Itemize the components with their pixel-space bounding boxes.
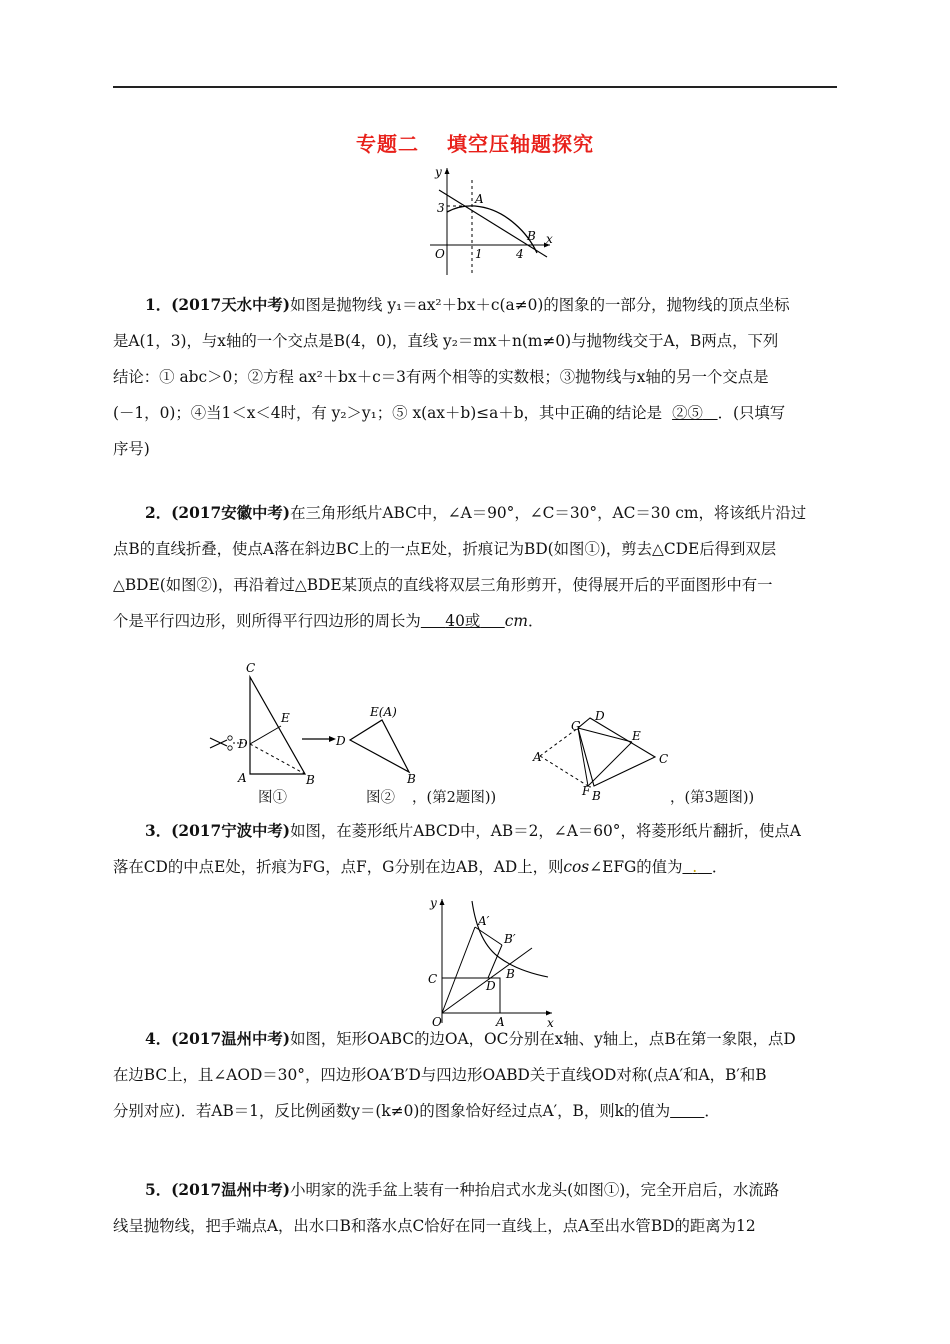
- q1-line-1: 如图是抛物线 y₁＝ax²＋bx＋c(a≠0)的图象的一部分，抛物线的顶点坐标: [290, 296, 790, 314]
- q5-line-2: 线呈抛物线，把手端点A，出水口B和落水点C恰好在同一直线上，点A至出水管BD的距离为12: [113, 1217, 756, 1235]
- question-1: [113, 294, 837, 460]
- q2-line-3: △BDE(如图②)，再沿着过△BDE某顶点的直线将双层三角形剪开，使得展开后的平面图形中有一: [113, 576, 773, 594]
- q3-fig-f: F: [582, 784, 591, 798]
- q1-answer: ②⑤: [672, 404, 703, 422]
- q5-line-1: 小明家的洗手盆上装有一种抬启式水龙头(如图①)，完全开启后，水流路: [290, 1181, 780, 1199]
- q3-line-2: 落在CD的中点E处，折痕为FG，点F，G分别在边AB，AD上，则: [113, 858, 564, 876]
- q1-line-2: 是A(1，3)，与x轴的一个交点是B(4，0)，直线 y₂＝mx＋n(m≠0)与抛物线交于A，B两点，下列: [113, 332, 779, 350]
- q2-fig2-d: D: [336, 734, 346, 748]
- q2-fig2-ea: E(A): [370, 705, 397, 719]
- q4-fig-a: A: [496, 1015, 505, 1028]
- q1-line-4: (－1，0)；④当1＜x＜4时，有 y₂＞y₁；⑤ x(ax＋b)≤a＋b，其中正确的结论是: [113, 404, 663, 422]
- title-main: 专题二: [356, 132, 419, 156]
- q2-end: ．: [527, 612, 544, 630]
- q2-answer: 40或: [445, 612, 481, 630]
- q1-figure: [425, 160, 560, 280]
- q2-number: 2．: [145, 504, 172, 522]
- q3-fig-g: G: [571, 719, 581, 733]
- q2-fig2-b: B: [407, 772, 416, 785]
- q1-fig-4: 4: [516, 247, 524, 261]
- top-rule: [113, 86, 837, 88]
- q1-fig-a: A: [475, 192, 484, 206]
- q3-after: ∠EFG的值为: [589, 858, 683, 876]
- q4-fig-d: D: [486, 979, 496, 993]
- q2-caption-title: ，(第2题图)): [412, 790, 497, 806]
- q2-fig1-a: A: [238, 771, 247, 785]
- q4-line-1: 如图，矩形OABC的边OA，OC分别在x轴、y轴上，点B在第一象限，点D: [290, 1030, 796, 1048]
- q3-caption-title: ，(第3题图)): [670, 790, 755, 806]
- q1-fig-x: x: [546, 232, 553, 246]
- q1-number: 1．: [145, 296, 172, 314]
- q2-line-1: 在三角形纸片ABC中，∠A＝90°，∠C＝30°，AC＝30 cm，将该纸片沿过: [290, 504, 807, 522]
- q5-number: 5．: [145, 1181, 172, 1199]
- question-4: [113, 1028, 837, 1122]
- q5-source: (2017温州中考): [171, 1181, 291, 1199]
- q4-figure: [420, 893, 560, 1028]
- q2-caption-fig2: 图②: [366, 790, 395, 806]
- q3-fig-b: B: [592, 789, 601, 802]
- q2-line-2: 点B的直线折叠，使点A落在斜边BC上的一点E处，折痕记为BD(如图①)，剪去△CDE后得到双层: [113, 540, 777, 558]
- q2-figure-2: [330, 703, 420, 785]
- q4-fig-x: x: [547, 1016, 554, 1028]
- q3-line-1: 如图，在菱形纸片ABCD中，AB＝2，∠A＝60°，将菱形纸片翻折，使点A: [290, 822, 801, 840]
- q3-source: (2017宁波中考): [171, 822, 291, 840]
- q4-fig-c: C: [428, 972, 438, 986]
- q3-fig-d: D: [595, 709, 605, 723]
- q4-number: 4．: [145, 1030, 172, 1048]
- q4-line-3: 分别对应)．若AB＝1，反比例函数y＝(k≠0)的图象恰好经过点A′，B，则k的值为: [113, 1102, 671, 1120]
- q1-fig-3: 3: [437, 201, 445, 215]
- q1-fig-b: B: [527, 229, 536, 243]
- q3-cos: cos: [563, 858, 590, 876]
- q3-fig-e: E: [632, 729, 641, 743]
- q1-fig-1: 1: [475, 247, 483, 261]
- q2-fig1-c: C: [246, 661, 256, 675]
- q1-source: (2017天水中考): [171, 296, 291, 314]
- q4-source: (2017温州中考): [171, 1030, 291, 1048]
- question-5: [113, 1179, 837, 1237]
- q2-unit: cm: [504, 612, 528, 630]
- q3-fig-a: A: [533, 750, 542, 764]
- q4-end: ．: [704, 1102, 720, 1120]
- question-3: 3．(2017宁波中考)如图，在菱形纸片ABCD中，AB＝2，∠A＝60°，将菱形纸片翻折，使点A 落在CD的中点E处，折痕为FG，点F，G分别在边AB，AD上，则cos∠EFG的值为 . ．: [113, 822, 801, 876]
- q3-figure: [530, 706, 680, 802]
- q1-fig-y: y: [435, 165, 442, 179]
- title-sub: 填空压轴题探究: [447, 132, 594, 156]
- q4-fig-b: B: [506, 967, 515, 981]
- q1-line-3: 结论：① abc＞0；②方程 ax²＋bx＋c＝3有两个相等的实数根；③抛物线与x轴的另一个交点是: [113, 368, 769, 386]
- q2-fig1-d: D: [238, 737, 248, 751]
- page-title: [0, 128, 950, 157]
- q3-end: ．: [711, 858, 728, 876]
- q4-fig-o: O: [432, 1015, 442, 1028]
- q2-source: (2017安徽中考): [171, 504, 291, 522]
- q2-caption-fig1: 图①: [258, 790, 287, 806]
- q2-fig1-b: B: [306, 773, 315, 785]
- q2-figure-1: [205, 660, 325, 785]
- q4-fig-a1: A′: [478, 914, 490, 928]
- q1-last-line: 序号): [113, 440, 150, 458]
- q2-fig1-e: E: [281, 711, 290, 725]
- question-2: [113, 502, 837, 632]
- q3-fig-c: C: [659, 752, 669, 766]
- q4-fig-b1: B′: [504, 932, 516, 946]
- q2-line-4: 个是平行四边形，则所得平行四边形的周长为: [113, 612, 421, 630]
- q4-fig-y: y: [430, 896, 437, 910]
- q3-number: 3．: [145, 822, 172, 840]
- q1-fig-o: O: [435, 247, 445, 261]
- q4-line-2: 在边BC上，且∠AOD＝30°，四边形OA′B′D与四边形OABD关于直线OD对称(点A′和A，B′和B: [113, 1066, 767, 1084]
- q1-after-answer: ．(只填写: [717, 404, 786, 422]
